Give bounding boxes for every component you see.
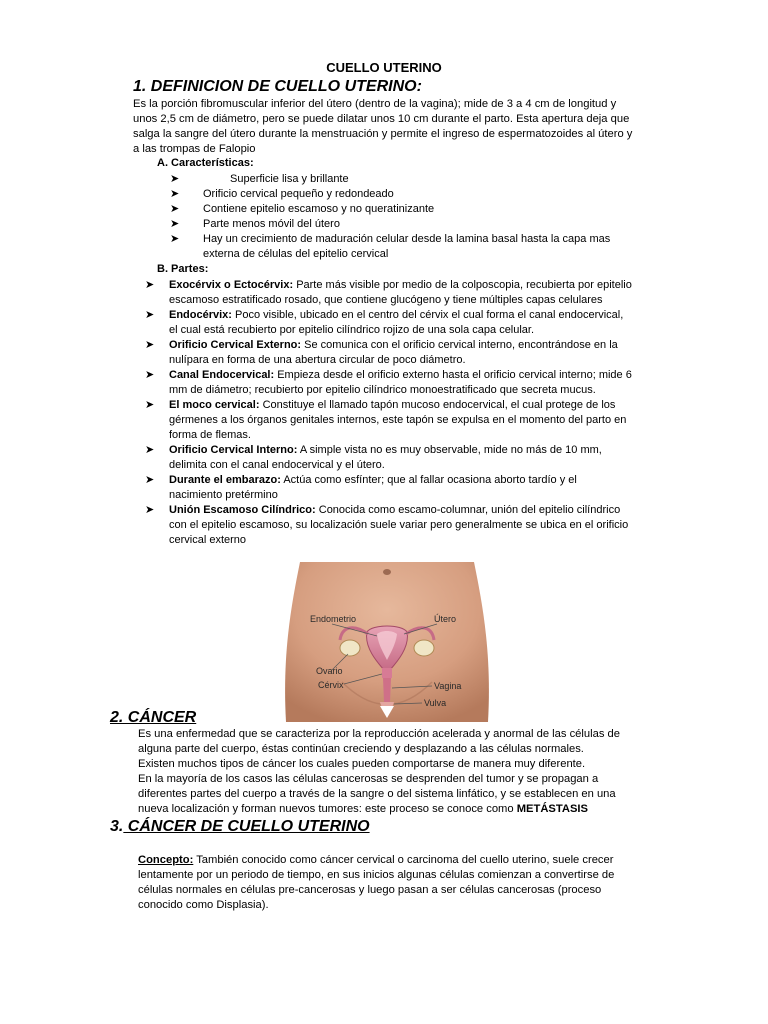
list-item-text: Orificio cervical pequeño y redondeado — [203, 188, 394, 200]
list-item-text: Parte menos móvil del útero — [203, 218, 340, 230]
cervix-shape — [382, 668, 392, 678]
concept-line: conocido como Displasia). — [138, 899, 269, 911]
arrow-bullet-icon: ➤ — [145, 339, 155, 351]
label-ovario: Ovario — [316, 666, 343, 676]
section-3-heading-text: CÁNCER DE CUELLO UTERINO — [123, 818, 370, 835]
concept-line: lentamente por un periodo de tiempo, en sus inicios algunas células comienzan a convertirse de — [138, 869, 615, 881]
part-text: con el epitelio escamoso, su localización suele variar pero generalmente se ubica en el orificio — [169, 519, 629, 531]
part-text: Se comunica con el orificio cervical interno, encontrándose en la — [304, 339, 618, 351]
concept-label: Concepto: — [138, 854, 194, 866]
label-cervix: Cérvix — [318, 680, 344, 690]
arrow-bullet-icon: ➤ — [145, 279, 155, 291]
list-item — [145, 473, 660, 503]
label-vulva: Vulva — [424, 698, 447, 708]
part-text: Conocida como escamo-columnar, unión del epitelio cilíndrico — [318, 504, 621, 516]
part-text: A simple vista no es muy observable, mide no más de 10 mm, — [299, 444, 602, 456]
vagina-shape — [383, 678, 391, 702]
part-term: Exocérvix o Ectocérvix: — [169, 279, 294, 291]
arrow-bullet-icon: ➤ — [170, 203, 180, 215]
label-endometrio: Endometrio — [310, 614, 357, 624]
list-item — [170, 187, 660, 202]
arrow-bullet-icon: ➤ — [145, 504, 155, 516]
list-item-text: Contiene epitelio escamoso y no queratinizante — [203, 203, 435, 215]
list-item — [145, 368, 660, 398]
document-title: CUELLO UTERINO — [326, 60, 442, 75]
concept-line: células normales en células pre-cancerosas y luego pasan a ser células cancerosas (proceso — [138, 884, 602, 896]
ovary-right — [414, 640, 434, 656]
definition-paragraph — [133, 97, 657, 157]
part-term: Unión Escamoso Cilíndrico: — [169, 504, 316, 516]
part-text: mm de diámetro; recubierto por epitelio cilíndrico monoestratificado que secreta mucus. — [169, 384, 596, 396]
arrow-bullet-icon: ➤ — [145, 369, 155, 381]
part-text: escamoso estratificado rosado, que contiene glucógeno y tiene múltiples capas celulares — [169, 294, 603, 306]
part-text: nacimiento pretérmino — [169, 489, 278, 501]
section-3-heading — [110, 818, 370, 836]
label-vagina: Vagina — [434, 681, 462, 691]
anatomy-svg — [282, 562, 492, 722]
characteristics-list — [170, 172, 660, 262]
part-term: Orificio Cervical Interno: — [169, 444, 298, 456]
ovary-left — [340, 640, 360, 656]
concept-paragraph — [138, 853, 658, 913]
arrow-bullet-icon: ➤ — [170, 173, 180, 185]
cancer-line: Es una enfermedad que se caracteriza por la reproducción acelerada y anormal de las células de — [138, 728, 620, 740]
definition-line: Es la porción fibromuscular inferior del útero (dentro de la vagina); mide de 3 a 4 cm de longitud y — [133, 98, 617, 110]
list-item-text: Hay un crecimiento de maduración celular desde la lamina basal hasta la capa mas — [203, 233, 611, 245]
cancer-line: diferentes partes del cuerpo a través de la sangre o del sistema linfático, y se establecen en una — [138, 788, 616, 800]
list-item — [170, 232, 660, 262]
list-item — [170, 217, 660, 232]
cancer-line-last — [138, 802, 658, 817]
navel — [383, 569, 391, 575]
cancer-line: alguna parte del cuerpo, éstas continúan creciendo y desplazando a las células normales. — [138, 743, 584, 755]
list-item — [170, 172, 660, 187]
part-text: Parte más visible por medio de la colposcopia, recubierta por epitelio — [296, 279, 632, 291]
arrow-bullet-icon: ➤ — [145, 474, 155, 486]
part-text: Constituye el llamado tapón mucoso endocervical, el cual protege de los — [262, 399, 616, 411]
list-item — [145, 308, 660, 338]
part-term: El moco cervical: — [169, 399, 260, 411]
definition-line: salga la sangre del útero durante la menstruación y permite el ingreso de espermatozoides al útero y — [133, 128, 633, 140]
part-term: Canal Endocervical: — [169, 369, 275, 381]
arrow-bullet-icon: ➤ — [170, 218, 180, 230]
list-item — [145, 338, 660, 368]
list-item-text: Superficie lisa y brillante — [230, 173, 349, 185]
section-3-number: 3. — [110, 818, 124, 835]
part-text: Actúa como esfínter; que al fallar ocasiona aborto tardío y el — [283, 474, 577, 486]
cancer-paragraph — [138, 727, 658, 817]
section-2-heading — [110, 709, 224, 727]
part-text: gérmenes a los órganos genitales internos, este tapón se expulsa en el momento del parto en — [169, 414, 627, 426]
subheading-partes: B. Partes: — [157, 263, 209, 275]
definition-line: a las trompas de Falopio — [133, 143, 256, 155]
part-text: el cual está recubierto por epitelio cilíndrico rojizo de una sola capa celular. — [169, 324, 535, 336]
parts-list — [145, 278, 660, 548]
metastasis-term: METÁSTASIS — [516, 803, 588, 815]
part-text: nulípara en forma de una abertura circular de poco diámetro. — [169, 354, 466, 366]
cancer-line: En la mayoría de los casos las células cancerosas se desprenden del tumor y se propagan a — [138, 773, 599, 785]
arrow-bullet-icon: ➤ — [145, 444, 155, 456]
subheading-caracteristicas: A. Características: — [157, 157, 254, 169]
list-item — [145, 503, 660, 548]
list-item — [145, 278, 660, 308]
arrow-bullet-icon: ➤ — [145, 399, 155, 411]
part-text: Poco visible, ubicado en el centro del cérvix el cual forma el canal endocervical, — [235, 309, 624, 321]
part-text: cervical externo — [169, 534, 247, 546]
list-item — [145, 398, 660, 443]
arrow-bullet-icon: ➤ — [145, 309, 155, 321]
part-term: Durante el embarazo: — [169, 474, 281, 486]
section-1-heading: 1. DEFINICION DE CUELLO UTERINO: — [133, 78, 422, 95]
part-term: Orificio Cervical Externo: — [169, 339, 302, 351]
part-text: delimita con el canal endocervical y el útero. — [169, 459, 385, 471]
part-text: forma de flemas. — [169, 429, 251, 441]
definition-line: unos 2,5 cm de diámetro, pero se puede dilatar unos 10 cm durante el parto. Esta apertura deja que — [133, 113, 630, 125]
list-item — [145, 443, 660, 473]
cancer-line: Existen muchos tipos de cáncer los cuales pueden comportarse de manera muy diferente. — [138, 758, 586, 770]
part-text: Empieza desde el orificio externo hasta el orificio cervical interno; mide 6 — [277, 369, 632, 381]
part-term: Endocérvix: — [169, 309, 232, 321]
concept-line: También conocido como cáncer cervical o carcinoma del cuello uterino, suele crecer — [193, 854, 614, 866]
list-item-text: externa de células del epitelio cervical — [203, 248, 389, 260]
list-item — [170, 202, 660, 217]
cancer-line-text: nueva localización y forman nuevos tumores: este proceso se conoce como — [138, 803, 517, 815]
label-utero: Útero — [434, 614, 457, 624]
arrow-bullet-icon: ➤ — [170, 188, 180, 200]
section-2-heading-text: 2. CÁNCER — [110, 709, 197, 726]
arrow-bullet-icon: ➤ — [170, 233, 180, 245]
anatomy-illustration — [282, 562, 492, 722]
